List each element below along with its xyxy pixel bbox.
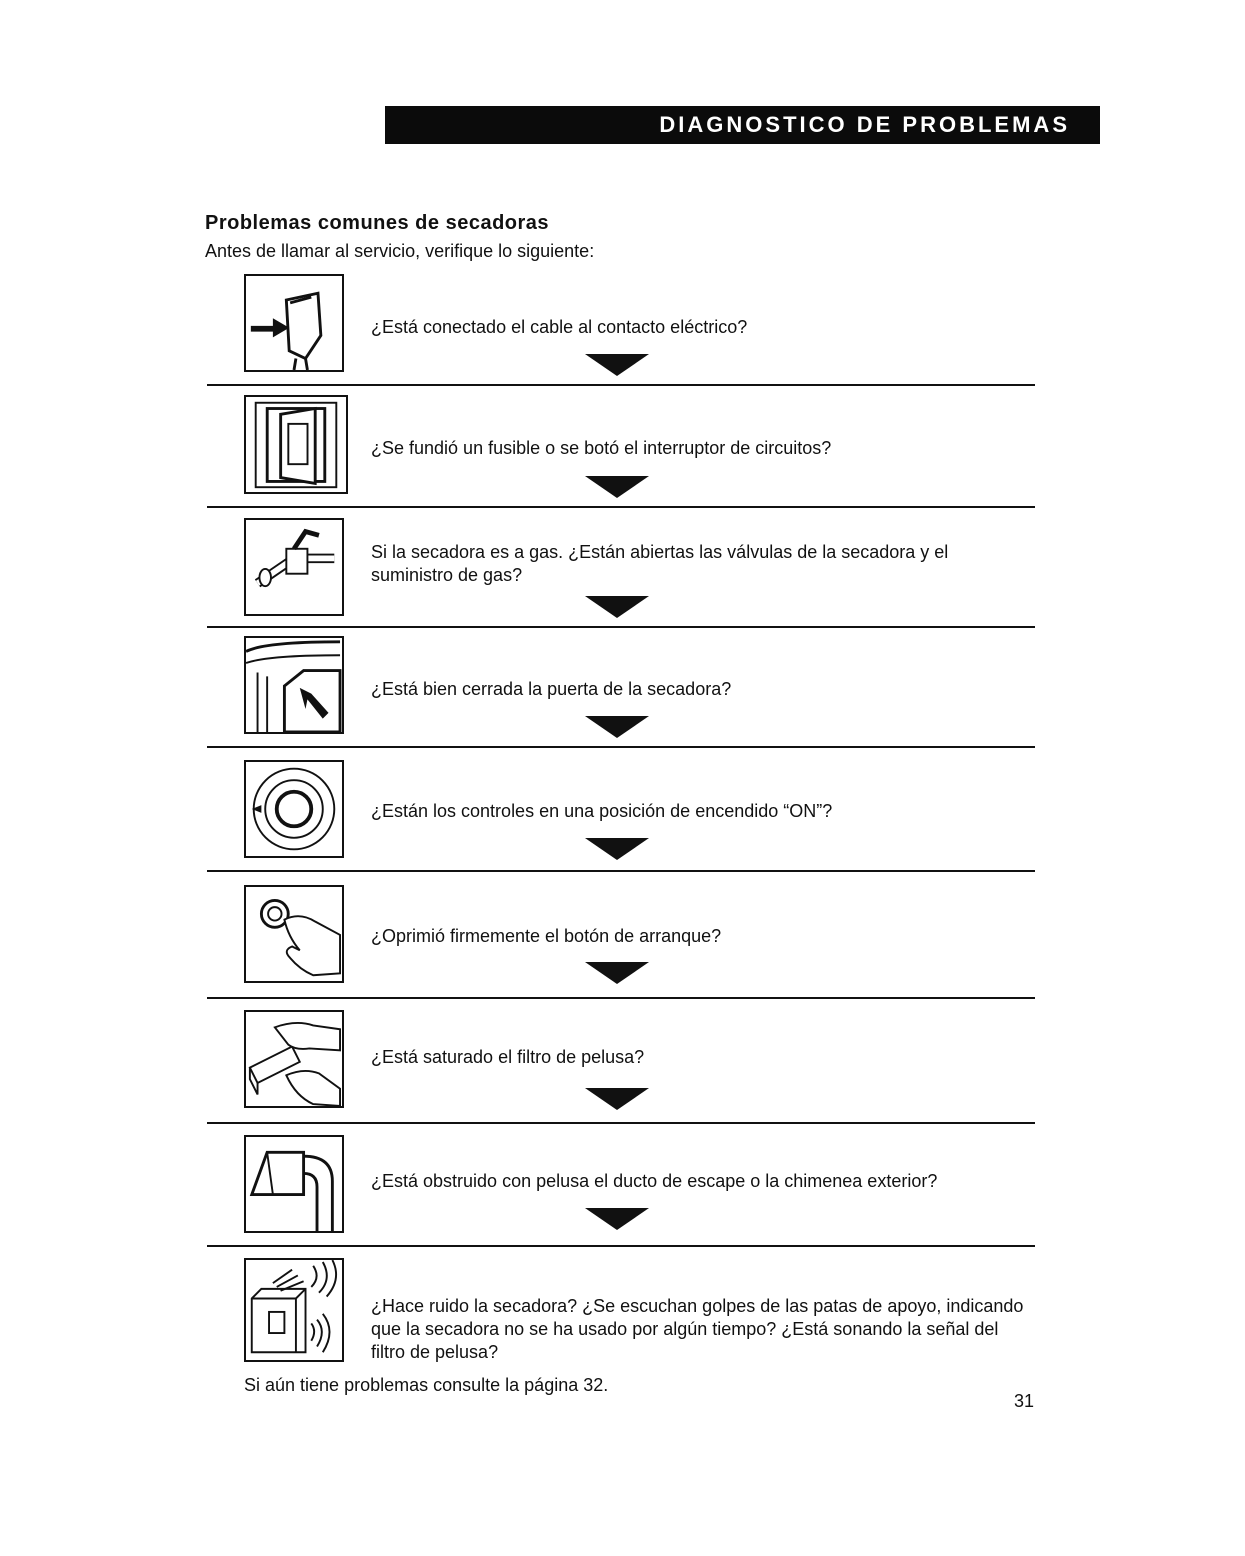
step-8-text: ¿Está obstruido con pelusa el ducto de escape o la chimenea exterior? xyxy=(371,1171,938,1191)
step-4-text: ¿Está bien cerrada la puerta de la secadora? xyxy=(371,679,732,699)
down-arrow-icon xyxy=(585,596,649,618)
divider xyxy=(207,1245,1035,1247)
divider xyxy=(207,997,1035,999)
step-2-text: ¿Se fundió un fusible o se botó el interruptor de circuitos? xyxy=(371,438,832,458)
page-number: 31 xyxy=(1014,1391,1035,1411)
down-arrow-icon xyxy=(585,1088,649,1110)
step-1-text: ¿Está conectado el cable al contacto eléctrico? xyxy=(371,317,748,337)
control-knob-icon xyxy=(244,760,344,858)
intro-text: Antes de llamar al servicio, verifique lo siguiente: xyxy=(205,241,595,261)
step-3-text: Si la secadora es a gas. ¿Están abiertas las válvulas de la secadora y el suministro de gas? xyxy=(371,542,949,585)
down-arrow-icon xyxy=(585,476,649,498)
header-bar xyxy=(385,106,1100,144)
down-arrow-icon xyxy=(585,838,649,860)
lint-filter-icon xyxy=(244,1010,344,1108)
down-arrow-icon xyxy=(585,716,649,738)
noise-dryer-icon xyxy=(244,1258,344,1362)
divider xyxy=(207,384,1035,386)
exhaust-vent-icon xyxy=(244,1135,344,1233)
divider xyxy=(207,626,1035,628)
divider xyxy=(207,746,1035,748)
divider xyxy=(207,870,1035,872)
footer-note: Si aún tiene problemas consulte la página 32. xyxy=(244,1375,609,1395)
down-arrow-icon xyxy=(585,1208,649,1230)
step-5-text: ¿Están los controles en una posición de encendido “ON”? xyxy=(371,801,833,821)
page-title: DIAGNOSTICO DE PROBLEMAS xyxy=(659,112,1070,137)
divider xyxy=(207,1122,1035,1124)
gas-valve-icon xyxy=(244,518,344,616)
start-button-icon xyxy=(244,885,344,983)
dryer-door-icon xyxy=(244,636,344,734)
step-6-text: ¿Oprimió firmemente el botón de arranque? xyxy=(371,926,722,946)
step-7-text: ¿Está saturado el filtro de pelusa? xyxy=(371,1047,645,1067)
plug-icon xyxy=(244,274,344,372)
step-9-text: ¿Hace ruido la secadora? ¿Se escuchan golpes de las patas de apoyo, indicando que la secadora no se ha usado por algún tiempo? ¿Está sonando la señal del filtro de pelusa? xyxy=(371,1296,1024,1362)
down-arrow-icon xyxy=(585,962,649,984)
section-title: Problemas comunes de secadoras xyxy=(205,212,550,234)
fuse-box-icon xyxy=(244,395,348,494)
divider xyxy=(207,506,1035,508)
down-arrow-icon xyxy=(585,354,649,376)
